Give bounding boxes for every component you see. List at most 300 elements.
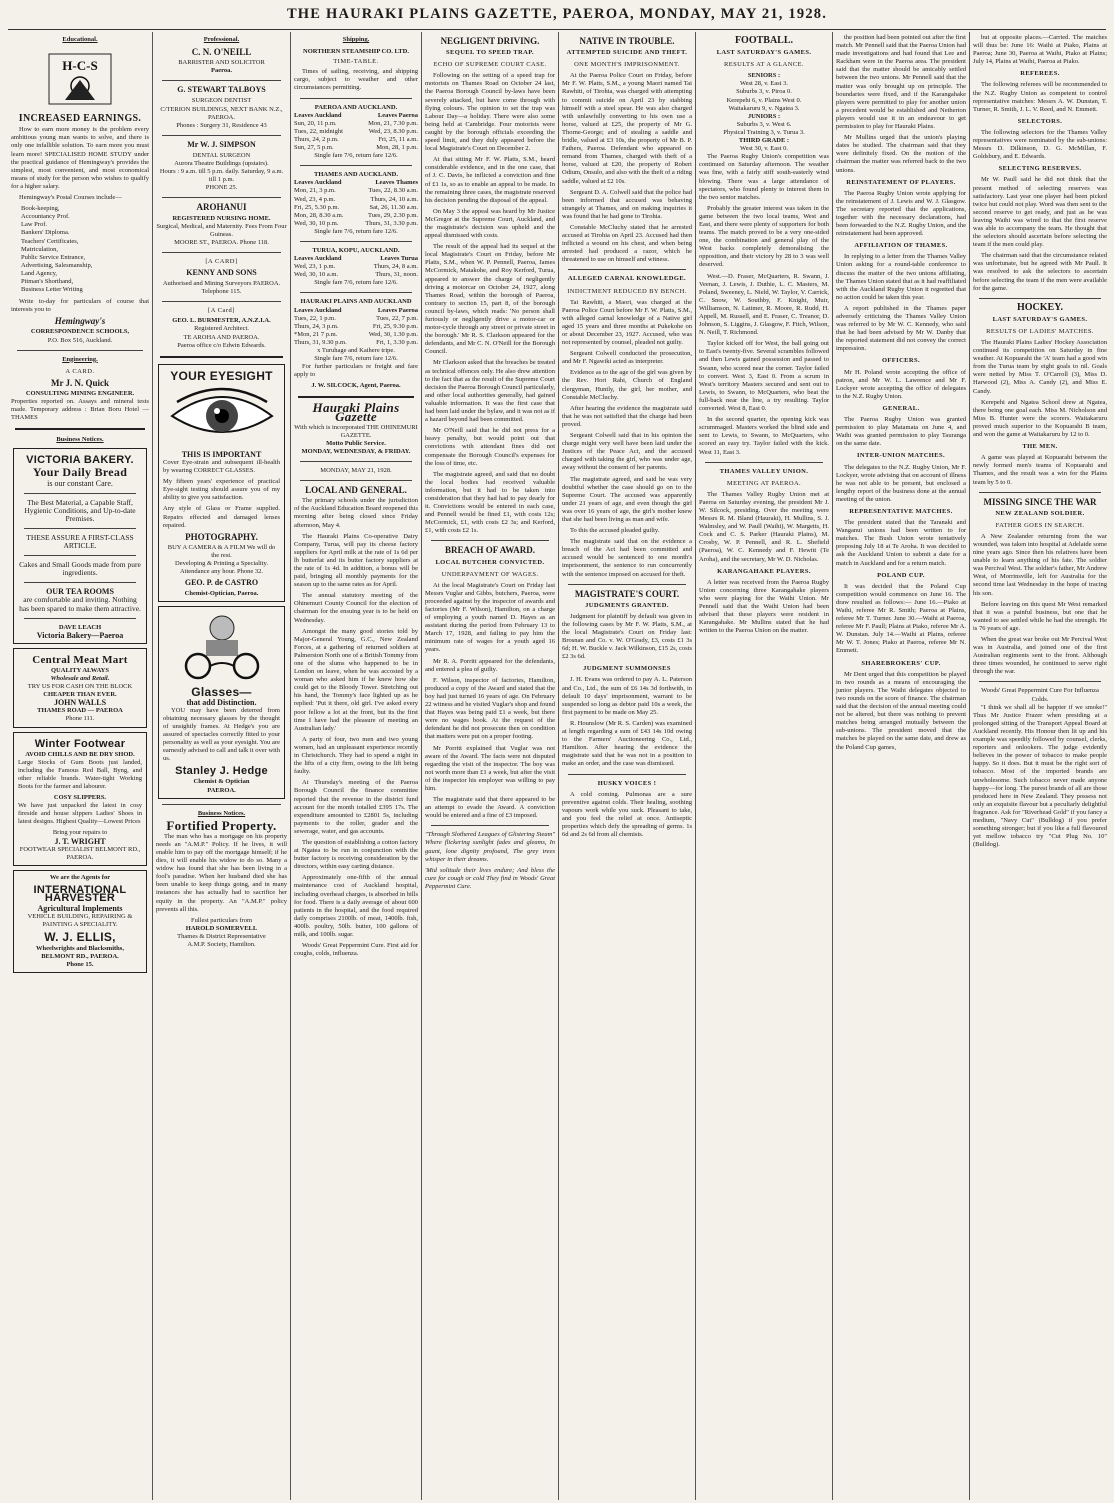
column-news-3	[970, 34, 1110, 1499]
article-paragraph: Kerepehi and Ngatea School drew at Ngatea, there being one goal each. Miss M. Nicholson and Miss B. Hunter were the scorers. Waitakaruru proved much superior to the Kopuarahi B team, and won the game at Waitakaruru by 12 to 0.	[973, 398, 1107, 439]
article-subheading: LAST SATURDAY'S GAMES.	[716, 49, 812, 57]
article-paragraph: The result of the appeal had its sequel at the local Magistrate's Court on Friday, before Mr Platts, S.M., when W. P. Pennell, Paeroa, James McCormick, Matakohe, and Roy Kerford, Turua, appeared to answer the charge of negligently driving a motorcar on October 24, 1927, along Thames Road, within the borough of Paeroa, contrary to section 15, part 8, of the borough council by-laws, which reads: 'No person shall furiously or negligently drive a motor-car or motor-cycle through any street or private street in the borough.' Mr R. S. Clarkson appeared for the defendants, and Mr C. N. O'Neill for the Borough Council.	[425, 243, 555, 356]
ad-body: CHEAPER THAN EVER.	[43, 691, 117, 699]
divider	[431, 825, 549, 826]
ad-body: Developing & Printing a Speciality. Attendance any hour. Phone 32.	[175, 560, 268, 576]
ad-address: PAEROA.	[207, 786, 236, 794]
list-item: Land Agency,	[21, 269, 58, 277]
hcs-logo	[11, 50, 149, 111]
ad-body: Cover Eye-strain and subsequent ill-health by wearing CORRECT GLASSES.	[163, 459, 280, 475]
article-paragraph: At that sitting Mr F. W. Platts, S.M., heard considerable evidence, and in the one case, that of J. C. Davis, he inflicted a conviction and fine of £1 1s, so as to enable an appeal to be made. In the remaining three cases, the magistrate reserved his decision pending the disposal of the appeal.	[425, 156, 555, 204]
article-paragraph: Mr Porritt explained that Vuglar was not aware of the Award. The facts were not disputed regarding the visit of the inspector. The boy was not worth more than £1 a week, but after the visit of the inspector his employer was willing to pay him.	[425, 744, 555, 792]
article-subheading: JUDGMENTS GRANTED.	[585, 601, 669, 609]
article-subheading: REPRESENTATIVE MATCHES.	[849, 507, 953, 515]
ad-headline: INCREASED EARNINGS.	[18, 113, 142, 125]
article-subheading: LAST SATURDAY'S GAMES.	[992, 315, 1088, 323]
article-paragraph: A party of four, two men and two young women, had an unpleasant experience recently in Christchurch. They had to spend a night in the lifts of a city firm, owing to the lift being faulty.	[294, 735, 418, 776]
ad-body: Hemingway's Postal Courses include—	[19, 194, 122, 202]
column-news-2	[559, 34, 695, 1499]
article-paragraph: Sergeant Colwell conducted the prosecution, and Mr F. Ngawiki acted as interpreter.	[562, 350, 692, 366]
article-paragraph: The annual statutory meeting of the Ohinemuri County Council for the election of chairman for the ensuing year is to be held on Wednesday.	[294, 592, 418, 624]
results-heading: JUNIORS :	[747, 112, 781, 120]
article-headline: THAMES VALLEY UNION.	[719, 467, 809, 475]
column-shipping	[291, 34, 421, 1499]
article-paragraph: In the second quarter, the opening kick was scrummaged. Masters worked the blind side and sent to Lewis, to Swann, to McQuarters, who scored an easy try. Taylor failed with the kick. West 11, East 3.	[699, 416, 829, 456]
article-subheading: RESULTS AT A GLANCE.	[724, 61, 804, 69]
ad-phone: Telephone 115.	[201, 288, 242, 296]
ad-address: THAMES ROAD — PAEROA	[37, 707, 123, 715]
result-line: Waitakaruru 9, v. Ngatea 3.	[728, 104, 800, 112]
article-paragraph: West.—D. Fraser, McQuarters, R. Swann, J. Veenan, J. Lewis, J. Duthie, L. C. Masters, M. Poland, Sweeney, L. Nield, W. Taylor, V. Carrick, C. Snow, W. Southby, F. Knight, Muir, Williamson, N. Latimer, R. Moore, R. Rudd, H. Appell, M. Russell, and E. Fraser, C. Treanor, D. Johnson, S. Liggins, J. Glasgow, F. Fitch, Wilson, N. Neill, T. Richmond.	[699, 272, 829, 337]
list-item: Advertising, Salesmanship,	[21, 261, 93, 269]
article-headline: ALLEGED CARNAL KNOWLEDGE.	[567, 275, 687, 283]
article-paragraph: The magistrate said that there appeared to be an attempt to evade the Award. A conviction would be entered and a fine of £3 imposed.	[425, 796, 555, 820]
article-paragraph: The Hauraki Plains Co-operative Dairy Company, Turua, will pay its cheese factory suppliers for April milk at the rate of 1s 6d per lb butterfat and its butter factory suppliers at the rate of 1s 4d. In addition, a bonus will be paid, bringing all monthly payments for the season up to the same rates as for April.	[294, 532, 418, 589]
schedule-row: Sun, 27, 5 p.m. Mon, 28, 1 p.m.	[294, 144, 418, 152]
fare-note: Single fare 7/6, return fare 12/6.	[314, 279, 398, 287]
eye-icon	[167, 386, 277, 442]
schedule-note: For further particulars re freight and fare apply to	[294, 363, 418, 379]
ad-body: We are the Agents for	[49, 873, 111, 881]
divider	[568, 269, 686, 270]
article-headline: NATIVE IN TROUBLE.	[579, 36, 675, 46]
article-subheading: THE MEN.	[1022, 443, 1058, 451]
schedule-note: Times of sailing, receiving, and shipping cargo, subject to weather and other circumstances permitting.	[294, 68, 418, 92]
section-heading: Shipping.	[342, 36, 370, 43]
ad-box-meat-mart	[13, 648, 147, 728]
schedule-row: Wed, 30, 10 p.m. Thurs, 31, 3.30 p.m.	[294, 219, 418, 227]
ad-name: DAVE LEACH	[58, 623, 102, 631]
article-headline: LOCAL AND GENERAL.	[305, 485, 407, 496]
divider	[24, 618, 136, 619]
ad-headline: Winter Footwear	[34, 737, 126, 750]
article-paragraph: Sergeant Colwell said that in his opinion the charge might very well have been laid under the Justices of the Peace Act, and the accused charged with taking the girl, who was under age, away without the consent of her parents.	[562, 432, 692, 472]
article-paragraph: To this the accused pleaded guilty.	[570, 527, 660, 535]
divider	[568, 584, 686, 585]
ad-subhead: PHOTOGRAPHY.	[185, 531, 258, 542]
agent-name: J. W. SILCOCK, Agent, Paeroa.	[311, 382, 401, 390]
nameplate-motto: Motto Public Service.	[326, 439, 386, 447]
ad-name: CORRESPONDENCE SCHOOLS,	[30, 328, 130, 336]
schedule-header-row: Leaves Auckland Leaves Thames	[294, 179, 418, 187]
ad-title: BARRISTER AND SOLICITOR	[178, 59, 265, 67]
article-paragraph: A game was played at Kopuarahi between the newly formed men's teams of Kopuarahi and Thames, and the result was a win for the Plains team by 5 to 0.	[973, 454, 1107, 486]
article-paragraph: The magistrate agreed, and said that no doubt the local bodies had received valuable information, but it had to be taken into consideration that they had had to pay dearly for it. Convictions would be entered in each case, and Pennell would be fined £1, with costs 12s; McCormick, £1, with costs £2 3s; and Kerford, £1, with costs £2 1s.	[425, 470, 555, 535]
article-paragraph: The delegates to the N.Z. Rugby Union, Mr F. Lockyer, wrote advising that on account of illness he was not able to be present, but enclosed a lengthy report of the business done at the annual meeting of the union.	[836, 463, 966, 503]
nameplate-subtitle: With which is incorporated THE OHINEMURI GAZETTE.	[294, 423, 418, 439]
ad-name: Mr J. N. Quick	[50, 377, 110, 388]
article-paragraph: F. Wilson, inspector of factories, Hamilton, produced a copy of the Award and stated that the boy had just turned 16 years of age. On February 22 witness and he visited Vuglar's shop and found that Hayes was being paid £1 a week, but there were no wages book. At the request of the defendant he did not prosecute then on condition that matters were put on a proper footing.	[425, 676, 555, 741]
article-paragraph: Approximately one-fifth of the annual maintenance cost of Auckland hospital, including overhead charges, is absorbed in bills for food. There is a daily average of about 600 patients in the hospital, and the food required daily comprises 2100lb. of meat, 1400lb. fish, 400lb. poultry, 50lb. butter, 100 gallons of milk, and 100lb. sugar.	[294, 874, 418, 938]
ad-address: C/TERION BUILDINGS, NEXT BANK N.Z., PAEROA.	[160, 105, 283, 121]
ad-box-footwear	[13, 732, 147, 866]
article-paragraph: In replying to a letter from the Thames Valley Union asking for a round-table conference to discuss the matter of the two unions affiliating, the Thames Union stated that as it had reaffiliated with the Auckland Rugby Union it regretted that no action could be taken this year.	[836, 253, 966, 301]
article-paragraph: A letter was received from the Paeroa Rugby Union concerning three Karangahake players who were playing for the Waihi Union. Mr Pennell said that the Waihi Union had been advised that these players were resident in Karangahake. Mr Mullins stated that he had written to the Paeroa Union on the matter.	[699, 578, 829, 635]
divider	[300, 461, 412, 462]
fare-note: Single fare 7/6, return fare 12/6.	[314, 227, 398, 235]
article-paragraph: A New Zealander returning from the war wounded, was taken into hospital at Adelaide some nine years ago. Since then his relatives have been unable to learn anything of his fate. The soldier was Percival West. The soldier's father, Mr Andrew West, of Morrinsville, left for Australia for the second time last Wednesday in the hope of tracing his son.	[973, 532, 1107, 597]
divider	[162, 252, 281, 253]
ad-name: KENNY AND SONS	[186, 267, 257, 277]
schedule-subheading: TIME-TABLE.	[333, 58, 379, 66]
article-subheading: JUDGMENT SUMMONSES	[583, 665, 671, 673]
article-paragraph: A cold coming. Pulmonas are a sure preventive against colds. Their healing, soothing vapours work while you suck. Pleasant to take, and you feel the relief at once. Antiseptic properties which defy the spreading of germs. 1s 6d and 2s 6d from all chemists.	[562, 790, 692, 839]
article-subheading: SELECTORS.	[1017, 117, 1063, 125]
article-paragraph: At the local Magistrate's Court on Friday last Messrs Vuglar and Gibbs, butchers, Paeroa, were proceeded against by the inspector of awards and factories (Mr F. Wilson), Hamilton, on a charge of employing a youth named D. Hayes as an assistant during the period from February 13 to March 17, 1928, and failing to pay him the minimum rate of wages for a youth aged 16 years.	[425, 581, 555, 654]
ad-body: Surgical, Medical, and Maternity. Fees From Four Guineas.	[156, 222, 287, 238]
ad-name: W. J. ELLIS,	[44, 930, 116, 945]
ad-body: We have just unpacked the latest in cosy fireside and house slippers Ladies' Shoes in latest designs. Highest Quality—Lowest Prices	[18, 802, 142, 826]
ad-body: Paeroa office c/o Edwin Edwards.	[177, 341, 266, 349]
article-paragraph: J. H. Evans was ordered to pay A. L. Paterson and Co., Ltd., the sum of £6 14s 3d forthwith, in default 10 days' imprisonment, warrant to be suspended so long as debtor paid 10s a week, the first payment to be made on May 25.	[562, 676, 692, 716]
ad-body: is our constant Care.	[47, 478, 113, 488]
ad-address: FOOTWEAR SPECIALIST BELMONT RD., PAEROA.	[19, 845, 141, 861]
glasses-illustration	[163, 610, 280, 683]
ad-body: My fifteen years' experience of practical Eye-sight testing should assure you of my ability to give you satisfaction.	[163, 478, 280, 502]
results-heading: SENIORS :	[747, 72, 781, 80]
article-paragraph: Sergeant D. A. Colwell said that the police had been informed that accused was behaving strangely at Thames, and on making inquiries it was found that he had gone to Tirohia.	[562, 188, 692, 220]
section-heading: Business Notices.	[197, 809, 246, 817]
section-heading: Professional.	[203, 36, 240, 43]
course-list	[21, 205, 149, 294]
article-subheading: GENERAL.	[882, 404, 920, 412]
ad-body: Authorised and Mining Surveyors PAEROA.	[162, 280, 281, 288]
list-item: Matriculation,	[21, 245, 59, 253]
schedule-heading: HAURAKI PLAINS AND AUCKLAND	[300, 298, 412, 306]
column-news-1	[422, 34, 558, 1499]
divider	[300, 241, 412, 242]
ad-body: The Best Material, a Capable Staff, Hygienic Conditions, and Up-to-date Premises.	[24, 497, 136, 523]
divider	[431, 540, 549, 541]
card-label: [A CARD]	[205, 257, 238, 265]
list-item: Law Prof.	[21, 221, 47, 229]
ad-body: Cakes and Small Goods made from pure ingredients.	[19, 560, 141, 578]
ad-subhead: THIS IS IMPORTANT	[181, 449, 262, 459]
column-professional	[153, 34, 290, 1499]
ad-subhead: that add Distinction.	[186, 697, 257, 707]
article-paragraph: The magistrate agreed, and said he was very doubtful whether the case should go on to the Supreme Court. The accused was apparently under 21 years of age, and even though the girl was over 16 years of age, the girl's mother knew that she had been living as man and wife.	[562, 475, 692, 523]
article-subheading: SHAREBROKERS' CUP.	[861, 659, 941, 667]
ad-body: TRY US FOR CASH ON THE BLOCK	[27, 683, 133, 691]
schedule-row: Wed, 30, 10 a.m. Thurs, 31, noon.	[294, 271, 418, 279]
article-paragraph: Mr R. A. Porritt appeared for the defendants, and entered a plea of guilty.	[425, 657, 555, 673]
result-line: Suburbs 3, v. Piroa 0.	[736, 88, 792, 96]
ad-name: HAROLD SOMERVELL	[185, 924, 258, 932]
ad-body: THESE ASSURE A FIRST-CLASS ARTICLE.	[26, 532, 134, 551]
article-paragraph: The president stated that the Taranaki and Wanganui unions had been written to for matches. The Bush Union wrote tentatively proposing July 18 at Te Aroha. It was decided to ask the Auckland Union to submit a date for a match in Auckland and for a return match.	[836, 519, 966, 567]
schedule-row: Thurs, 24, 3 p.m. Fri, 25, 9.30 p.m.	[294, 322, 418, 330]
ad-phone: Phones : Surgery 31, Residence 43	[176, 121, 267, 129]
ad-name: GEO. L. BURMESTER, A.N.Z.I.A.	[172, 317, 271, 325]
article-subheading: ATTEMPTED SUICIDE AND THEFT.	[566, 49, 688, 57]
divider	[300, 480, 412, 481]
divider	[979, 492, 1101, 493]
article-subheading: AFFILIATION OF THAMES.	[854, 242, 948, 250]
ad-name: Stanley J. Hedge	[175, 765, 268, 778]
ad-headline: Fortified Property.	[166, 817, 277, 833]
divider	[24, 493, 136, 494]
article-subheading: POLAND CUP.	[877, 571, 925, 579]
article-paragraph: Mr H. Poland wrote accepting the office of patron, and Mr W. L. Lawrence and Mr F. Lockyer wrote accepting the office of delegates to the N.Z. Rugby Union.	[836, 368, 966, 400]
newspaper-nameplate: Hauraki Plains Gazette	[312, 400, 400, 424]
ad-name: GEO. P. de CASTRO	[184, 578, 259, 588]
article-paragraph: The Paeroa Rugby Union's competition was continued on Saturday afternoon. The weather was fine, with a fairly stiff south-easterly wind blowing. There was a large attendance of spectators, who found plenty to interest them in the two senior matches.	[699, 153, 829, 201]
schedule-heading: THAMES AND AUCKLAND.	[314, 171, 398, 179]
ad-title: Thames & District Representative	[177, 932, 266, 940]
ad-address: Paeroa.	[211, 67, 232, 75]
result-line: West 28, v. East 3.	[740, 80, 788, 88]
article-paragraph: Constable McCluchy stated that he arrested accused at Tirohia on April 23. Accused had then inflicted a wound on his chest, and when being arrested had produced a razor, which he threatened to use on himself and witness.	[562, 223, 692, 264]
ad-name: C. N. O'NEILL	[191, 47, 252, 58]
article-paragraph: Woods' Great Peppermint Cure. First aid for coughs, colds, influenza.	[294, 942, 418, 958]
article-paragraph: but at opposite places.—Carried. The matches will thus be: June 16: Waihi at Piako, Plains at Paeroa; June 30, Paeroa at Waihi, Piako at Plains; July 14, Plains at Waihi, Paeroa at Piako.	[973, 34, 1107, 66]
fare-note: Single fare 7/6, return fare 12/6.	[314, 152, 398, 160]
fare-note: x Turuhage and Kaihere tripe.	[317, 347, 395, 354]
ad-body: Fullest particulars from	[190, 916, 252, 924]
schedule-row: Fri, 25, 5.30 p.m. Sat, 26, 11.30 a.m.	[294, 203, 418, 211]
article-headline: HUSKY VOICES !	[597, 779, 657, 787]
ad-body: BUY A CAMERA & A FILM We will do the rest.	[167, 543, 276, 559]
article-paragraph: Mr Mullins urged that the union's playing dates be studied. The chairman said that they were definitely fixed. On the motion of the chairman the matter was referred back to the two unions.	[836, 134, 966, 174]
divider	[162, 80, 281, 81]
divider	[300, 98, 412, 99]
ad-body: VEHICLE BUILDING, REPAIRING & PAINTING A SPECIALITY.	[27, 913, 133, 929]
ad-body: The man who has a mortgage on his property needs an "A.M.P." Policy. If he lives, it will enable him to pay off the mortgage himself; if he dies, it will enable his widow to do so. Many a widow has found that she has been living in a fool's paradise. When her husband died she has been unable to keep things going, and in many instances she has actually had to sacrifice her equity in the property. An "A.M.P." policy prevents all this.	[156, 832, 287, 913]
article-paragraph: Woods' Great Peppermint Cure For Influenza Colds.	[981, 687, 1099, 703]
divider	[24, 582, 136, 583]
hcs-logo-text: H-C-S	[62, 58, 98, 74]
divider	[162, 804, 281, 805]
article-paragraph: The Paeroa Rugby Union was granted permission to play Matamata on June 4, and Waihi was granted permission to play Tauranga on the same date.	[836, 416, 966, 448]
schedule-row: Wed, 23, 1 p.m. Thurs, 24, 8 a.m.	[294, 263, 418, 271]
article-subheading: SEQUEL TO SPEED TRAP.	[446, 49, 534, 57]
article-paragraph: Judgment for plaintiff by default was given in the following cases by Mr F. W. Platts, S.M., at the local Magistrate's Court on Friday last: Brosnan and Co. v. W. O'Grady, £3, costs £1 3s 6d; H. W. Buckle v. Jack Wilkinson, £15 2s, costs £2 3s 6d.	[562, 612, 692, 661]
article-paragraph: The Hauraki Plains Ladies' Hockey Association continued its competition on Saturday in fine weather. At Kopuarahi the 'A' team had a good win from the Turua team by eight goals to nil. Goals were netted by Miss T. O'Carroll (3), Miss D. Harwood (2), Miss A. Candy (2), and Miss E. Candy.	[973, 339, 1107, 395]
ad-title: Registered Architect.	[194, 325, 249, 333]
article-subheading: UNDERPAYMENT OF WAGES.	[441, 570, 539, 578]
ad-title: DENTAL SURGEON	[192, 151, 251, 159]
article-subheading: ONE MONTH'S IMPRISONMENT.	[574, 61, 680, 69]
list-item: Public Service Entrance,	[21, 253, 86, 261]
ad-body: Large Stocks of Gum Boots just landed, including the Famous Red Ball, Byng, and other reliable brands. Water-tight Working Boots for the farmer and labourer.	[18, 758, 142, 790]
verse: 'Mid solitude their lives endure; And bless the cure for cough or cold They find in Woods' Great Peppermint Cure.	[425, 866, 555, 890]
ad-body: Hours : 9 a.m. till 5 p.m. daily. Saturday, 9 a.m. till 1 p.m.	[159, 168, 284, 184]
article-subheading: MEETING AT PAEROA.	[726, 479, 802, 487]
ad-address: MOORE ST., PAEROA. Phone 118.	[174, 238, 269, 246]
ad-phone: PHONE 25.	[205, 184, 238, 192]
ad-headline: Central Meat Mart	[32, 653, 128, 666]
article-paragraph: Evidence as to the age of the girl was given by the Rev. Hori Rahi, Church of England clergyman, Huntly, the girl, her mother, and Constable McCluchy.	[562, 369, 692, 401]
article-subheading: REINSTATEMENT OF PLAYERS.	[846, 178, 956, 186]
article-paragraph: Taylor kicked off for West, the ball going out to East's twenty-five. Several scrambles followed and then Lewis gained possession and passed to Swann, who scored near the corner. Taylor failed to convert. West 3, East 0. From a scrum in West's territory Masters secured and sent out to Lewis, to Swann, to McQuarters, who beat the full-back near the line, a try resulting. Taylor converted. West 8, East 0.	[699, 340, 829, 413]
ad-body: How to earn more money is the problem every ambitious young man wants to solve, and there is only one infallible solution. To earn more you must learn more! SPECIALISED HOME STUDY under the practical guidance of Hemingway's provides the simplest, most convenient, and most economical means of study for the person who wishes to qualify for a higher salary.	[11, 126, 149, 190]
article-paragraph: The magistrate said that on the evidence a breach of the Act had been committed and accused would be sentenced to one month's imprisonment, the sentence to run concurrently with the sentence imposed on accused for theft.	[562, 538, 692, 578]
ad-body: are comfortable and inviting. Nothing has been spared to make them attractive.	[19, 595, 141, 613]
ad-address: TE AROHA AND PAEROA.	[183, 333, 260, 341]
ad-box-harvester	[13, 870, 147, 973]
schedule-row: Mon, 21, 3 p.m. Tues, 22, 8.30 a.m.	[294, 187, 418, 195]
article-paragraph: The primary schools under the jurisdiction of the Auckland Education Board reopened this morning after being closed since Friday afternoon, May 4.	[294, 497, 418, 529]
ad-headline: INTERNATIONAL HARVESTER	[33, 883, 127, 905]
divider	[15, 428, 145, 430]
article-paragraph: Mr O'Neill said that he did not press for a heavy penalty, but would point out that convictions with attendant fines did not compensate the Borough Council's expenses for the loss of time, etc.	[425, 427, 555, 467]
ad-name: JOHN WALLS	[53, 698, 107, 708]
article-paragraph: Probably the greater interest was taken in the game between the two local teams, West and East, and there were plenty of supporters for both teams. The match proved to be a very one-sided one, the combination and general play of the West backs completely demoralising the opposition, and their victory by 28 to 3 was well deserved.	[699, 204, 829, 269]
ad-phone: Phone 15.	[66, 960, 94, 968]
ad-subhead: OUR TEA ROOMS	[46, 587, 114, 597]
list-item: Accountancy Prof.	[21, 213, 70, 221]
divider	[24, 528, 136, 529]
divider	[979, 298, 1101, 299]
divider	[162, 197, 281, 198]
spectacles-icon	[166, 610, 278, 680]
article-headline: HOCKEY.	[1016, 301, 1064, 313]
ad-headline: VICTORIA BAKERY.	[26, 454, 134, 467]
divider	[568, 774, 686, 775]
ad-address: BELMONT RD., PAEROA.	[41, 952, 119, 960]
ad-name: J. T. WRIGHT	[54, 836, 106, 846]
article-paragraph: Mr Dent urged that this competition be played in two rounds as a means of encouraging the junior players. The Waihi delegates objected to two rounds on the score of finance. The chairman said that the decision of the annual meeting could not be altered, but there was nothing to prevent matches being arranged mutually between the sub-unions. The president moved that the matches be played on the same date, and drew as the Poland Cup games,	[836, 670, 966, 751]
divider	[298, 396, 414, 398]
schedule-heading: TURUA, KOPU, AUCKLAND.	[312, 246, 400, 254]
ad-name: Chemist-Optician, Paeroa.	[184, 590, 259, 598]
ad-name: AROHANUI	[196, 202, 247, 213]
ad-body: Any style of Glass or Frame supplied. Repairs effected and damaged lenses repaired.	[163, 505, 280, 529]
article-paragraph: Tai Rawhiti, a Maori, was charged at the Paeroa Police Court before Mr F. W. Platts, S.M., with alleged carnal knowledge of a Native girl aged 15 years and three months at Pukekohe on or about December 23, 1927. Accused, who was not represented by counsel, pleaded not guilty.	[562, 298, 692, 347]
issue-date: MONDAY, MAY 21, 1928.	[320, 467, 392, 475]
schedule-row: Thurs, 31, 9.30 p.m. Fri, 1, 3.30 p.m.	[294, 338, 418, 346]
article-subheading: INDICTMENT REDUCED BY BENCH.	[567, 287, 687, 295]
masthead-rule	[8, 29, 1106, 30]
ad-body: QUALITY ALWAYS	[51, 666, 109, 674]
schedule-row: *Mon, 21 7 p.m. Wed, 30, 1.30 p.m.	[294, 330, 418, 338]
hcs-logo-icon	[45, 50, 115, 108]
article-subheading: INTER-UNION MATCHES.	[856, 452, 946, 460]
ad-body: Wheelwrights and Blacksmiths,	[36, 944, 124, 952]
ad-title: Chemist & Optician	[193, 778, 250, 786]
article-paragraph: Before leaving on this quest Mr West remarked that it was a painful business, but one that he wanted to see settled while he had the strength. He is 76 years of age.	[973, 600, 1107, 632]
schedule-row: Thurs, 24, 2 p.m. Fri, 25, 11 a.m.	[294, 135, 418, 143]
ad-body: YOU may have been deterred from obtaining necessary glasses by the thought of unsightly frames. At Hedge's you are assured of spectacles correctly fitted to your personality as well as your eyesight. You are earnestly advised to call and talk it over with us.	[163, 706, 280, 763]
article-subheading: OFFICERS.	[881, 357, 921, 365]
article-subheading: FATHER GOES IN SEARCH.	[995, 521, 1085, 529]
divider	[300, 292, 412, 293]
result-line: Suburbs 3, v. West 6.	[736, 120, 792, 128]
divider	[160, 356, 283, 358]
divider	[162, 135, 281, 136]
article-paragraph: It was decided that the Poland Cup competition would commence on June 16. The draw resulted as follows:— June 16.—Piako at Waihi, referee Mr R. Smith; Paeroa at Plains, referee Mr T. Turner. June 30.—Waihi at Paeroa, referee Mr F. Paull; Plains at Piako, referee Mr A. W. Dunstan. July 14.—Waihi at Plains, referee Mr W. T. Jones; Piako at Paeroa, referee Mr N. Emmett.	[836, 582, 966, 655]
card-label: [A Card]	[208, 307, 235, 315]
ad-body: AVOID CHILLS AND BE DRY SHOD.	[25, 750, 135, 758]
article-subheading: RESULTS OF LADIES' MATCHES.	[986, 327, 1094, 335]
ad-address: P.O. Box 516, Auckland.	[47, 336, 113, 344]
list-item: Pitman's Shorthand,	[21, 277, 74, 285]
ad-headline: YOUR EYESIGHT	[170, 368, 273, 383]
ad-address: Aurora Theatre Buildings (upstairs).	[174, 160, 269, 168]
article-paragraph: Mr W. Paull said he did not think that the present method of selecting reserves was satisfactory. Last year one player had been picked twice but could not play. Word was then sent to the second reserve to get ready, and just as he was leaving Waihi was wired to that the first reserve was able to accompany the team. He thought that the selectors should ascertain before selecting the team if the men could play.	[973, 176, 1107, 249]
divider	[17, 350, 143, 351]
result-line: Physical Training 3, v. Turua 3.	[723, 128, 805, 136]
article-subheading: NEW ZEALAND SOLDIER.	[995, 509, 1085, 517]
card-label: A CARD.	[65, 367, 95, 375]
ad-body: Bring your repairs to	[52, 829, 108, 837]
ad-title: CONSULTING MINING ENGINEER.	[25, 389, 135, 397]
ad-name: Victoria Bakery—Paeroa	[36, 630, 124, 640]
list-item: Business Letter Writing	[21, 286, 83, 294]
column-football	[696, 34, 832, 1499]
article-paragraph: The following referees will be recommended to the N.Z. Rugby Union as competent to control representative matches: Messrs A. W. Dunstan, T. Turner, R. Smith, J. L. V. Reed, and N. Emmett.	[973, 81, 1107, 113]
article-headline: BREACH OF AWARD.	[445, 545, 535, 556]
verse: "Through Slothered Leagues of Glistering Steam" Where flickering sunlight fades and gleams, In gaunt, lone dignity profound, The grey trees whisper in their dreams.	[425, 831, 555, 863]
article-headline: MAGISTRATE'S COURT.	[574, 588, 680, 599]
ad-title: REGISTERED NURSING HOME.	[172, 214, 271, 222]
ad-headline: Glasses—	[191, 684, 252, 699]
ad-name: Hemingway's	[54, 316, 106, 327]
ad-headline: Your Daily Bread	[32, 465, 128, 480]
article-subheading: SELECTING RESERVES.	[998, 165, 1082, 173]
fare-note: Single fare 7/6, return fare 12/6.	[314, 355, 398, 363]
nameplate-days: MONDAY, WEDNESDAY, & FRIDAY.	[301, 447, 411, 455]
article-paragraph: A report published in the Thames paper adversely criticising the Thames Valley Union was referred to by Mr W. C. Kennedy, who said that he had been advised by Mr W. Danby that the reported statement did not convey the correct impression.	[836, 304, 966, 353]
article-paragraph: After hearing the evidence the magistrate said that he was not satisfied that the charge had been proved.	[562, 404, 692, 428]
article-paragraph: The Thames Valley Rugby Union met at Paeroa on Saturday evening, the president Mr J. W. Silcock, presiding. Over the meeting were Messrs R. M. Bland (Hauraki), H. Mullins, S. J. Walmsley, and W. Paull (Waihi), W. Margetts, H. Cock and C. S. Parker (Hauraki Plains), M. Crosby, W. P. Pennell, and R. L. Shefield (Paeroa), W. C. Kennedy and F. Hewitt (Te Aroha), and the secretary, Mr W. D. Nicholas.	[699, 490, 829, 563]
article-paragraph: "I think we shall all be happier if we smoke!" Thus Mr Justice Frazer when presiding at a prolonged sitting of the Transport Appeal Board at Auckland recently. His Honour then lit up and his example was speedily followed by counsel, clerks, reporters and onlookers. The judge evidently believes in the power of tobacco to make people happy. So it does. But it must be the right sort of tobacco. Most of the imported brands are unwholesome. Such tobacco never made anyone happy—for long. The purest brands of all are those produced here in New Zealand. They possess not only an exquisite flavour but a peculiarly delightful fragrance. Ask for "Riverhead Gold" if you fancy a medium, "Navy Cut" (Bulldog) if you prefer something stronger; but if you like a full flavoured yet mellow tobacco try "Cut Plug No. 10" (Bulldog).	[973, 703, 1107, 849]
section-heading: Business Notices.	[56, 436, 104, 444]
divider	[300, 165, 412, 166]
article-paragraph: the position had been pointed out after the first match. Mr Pennell said that the Paeroa Union had made investigations and had found that Lee and Rackham were in the Paeroa area. The president said that the matter should be amicably settled between the two unions. Mr Pennell said that the matter was only brought up on principle. The boundaries were fixed, and if the Karangahake players were permitted to play for another union a precedent would be established and Netherton players would use it in an endeavour to get permission to play for Hauraki Plains.	[836, 34, 966, 131]
list-item: Bankers' Diploma.	[21, 229, 70, 237]
ad-box-glasses	[158, 606, 285, 798]
article-headline: FOOTBALL.	[734, 35, 794, 46]
ad-box-bakery	[13, 448, 147, 643]
list-item: Teachers' Certificates,	[21, 237, 79, 245]
article-paragraph: Mr Clarkson asked that the breaches be treated as technical offences only. He also drew attention to the fact that as the result of the Supreme Court decision the Paeroa Borough Council particularly, and other local authorities generally, had gained valuable information. It was the first case that had been laid under the bylaw, and it was not as if a hazard beyond had been committed.	[425, 359, 555, 424]
ad-title: SURGEON DENTIST	[191, 97, 252, 105]
ad-address: A.M.P. Society, Hamilton.	[187, 941, 256, 949]
divider	[24, 555, 136, 556]
result-line: West 30, v. East 0.	[740, 145, 788, 153]
ad-subhead: Agricultural Implements	[37, 904, 123, 914]
article-subheading: REFEREES.	[1020, 70, 1060, 78]
article-subheading: ECHO OF SUPREME COURT CASE.	[433, 61, 547, 69]
ad-phone: Phone 111.	[65, 715, 95, 723]
article-paragraph: Amongst the many good stories told by Major-General Young, G.C., New Zealand Forces, at a gathering of returned soldiers at Palmerston North one of a British Tommy from one of the slums who happened to be in London on leave, when he was accosted by a woman who asked him if he knew how she could get to the Bloody Tower. Stretching out his hand, the Tommy's face lighted up as he replied: 'Put it there, old girl. I've asked every poor fellow a lot at the front, but its the first time I have had the pleasure of meeting an Australian lady.'	[294, 627, 418, 732]
section-heading: Engineering.	[62, 355, 98, 363]
divider	[979, 681, 1101, 682]
schedule-header-row: Leaves Auckland Leaves Turua	[294, 255, 418, 263]
divider	[162, 301, 281, 302]
article-paragraph: On May 3 the appeal was heard by Mr Justice McGregor at the Supreme Court, Auckland, and the magistrate's decision was upheld and the appeal dismissed with costs.	[425, 207, 555, 240]
article-paragraph: The Paeroa Rugby Union wrote applying for the reinstatement of J. Lewis and W. J. Glasgow. The secretary reported that the applications, together with the necessary declarations, had been forwarded to the N.Z. Rugby Union, and the reinstatement had been approved.	[836, 189, 966, 238]
result-line: Kerepehi 6, v. Plains West 0.	[726, 96, 802, 104]
eye-illustration	[163, 386, 280, 445]
article-subheading: LOCAL BUTCHER CONVICTED.	[435, 558, 545, 566]
column-rugby-union	[833, 34, 969, 1499]
article-paragraph: The chairman said that the circumstance related was unfortunate, but he agreed with Mr Paull. It was resolved to ask the selectors to ascertain before selecting the team if the men were available for the game.	[973, 252, 1107, 292]
divider	[705, 462, 823, 463]
article-paragraph: At the Paeroa Police Court on Friday, before Mr F. W. Platts, S.M., a young Maori named Tai Rawhiti, of Tirohia, was charged with attempting to commit suicide on April 23 by stabbing himself with a steel spear. He was also charged with unlawfully converting to his own use a horse, valued at £25, the property of Mr G. Thorne-George; and of stealing a saddle and bridle, valued at £3 10s, the property of Mr B. P. Fathers, Paeroa. Defendant who appeared on remand from Thames, charged with theft of a horse, valued at £20, the property of Robert Odium, Onsulo, and also with the theft of a riding saddle, valued at £2 10s.	[562, 72, 692, 185]
masthead: THE HAURAKI PLAINS GAZETTE, PAEROA, MONDAY, MAY 21, 1928.	[286, 6, 828, 22]
ad-subhead: COSY SLIPPERS.	[53, 794, 107, 802]
article-paragraph: When the great war broke out Mr Percival West was in Australia, and joined one of the first Australian regiments sent to the front. Although three times wounded, he continued to serve right through the war.	[973, 636, 1107, 676]
results-heading: THIRD GRADE :	[738, 137, 790, 145]
schedule-header-row: Leaves Auckland Leaves Paeroa	[294, 306, 418, 314]
schedule-row: Wed, 23, 4 p.m. Thurs, 24, 10 a.m.	[294, 195, 418, 203]
section-heading: Educational.	[62, 36, 98, 43]
list-item: Book-keeping,	[21, 205, 60, 213]
article-subheading: KARANGAHAKE PLAYERS.	[717, 567, 811, 575]
article-paragraph: The following selectors for the Thames Valley representatives were nominated by the sub-unions: Messrs D. Dilkinson, D. G. McMillan, F. Goldsbury, and E. Edwards.	[973, 128, 1107, 161]
